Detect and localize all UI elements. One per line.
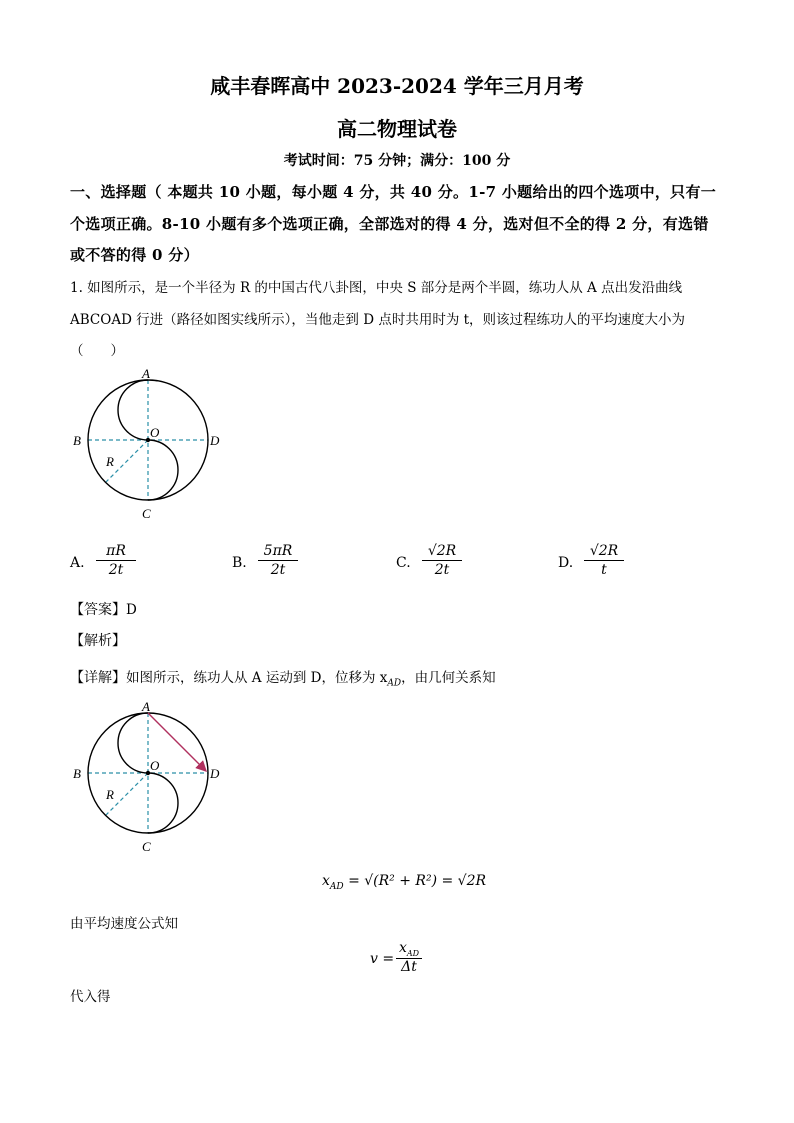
- label-b: B: [73, 433, 81, 448]
- detail-row: [70, 666, 496, 689]
- page-subtitle: 高二物理试卷: [337, 117, 457, 141]
- question-paren: （ ）: [70, 343, 124, 359]
- option-denominator: 2t: [270, 562, 286, 578]
- formula-v-numerator-subscript: AD: [406, 948, 420, 958]
- formula-v-lhs: v =: [370, 951, 395, 967]
- label-c: C: [142, 506, 151, 521]
- option-label: C.: [396, 555, 411, 571]
- option-denominator: 2t: [434, 562, 450, 578]
- bagua-figure-1: [68, 368, 238, 523]
- analysis-tag: 【解析】: [70, 633, 126, 649]
- formula-v-denominator: Δt: [401, 958, 417, 975]
- label-a: A: [142, 368, 150, 381]
- option-label: D.: [558, 555, 574, 571]
- substitute-line: 代入得: [70, 989, 111, 1005]
- answer-tag: 【答案】: [70, 602, 126, 618]
- formula-displacement: [322, 873, 486, 892]
- exam-info: 考试时间：75 分钟；满分：100 分: [283, 153, 511, 169]
- section-line-2: 个选项正确。8-10 小题有多个选项正确，全部选对的得 4 分，选对但不全的得 2 分，有选错: [70, 215, 709, 233]
- question-line-2: ABCOAD 行进（路径如图实线所示），当他走到 D 点时共用时为 t，则该过程练功人的平均速度大小为: [70, 312, 686, 328]
- option-denominator: t: [601, 562, 607, 578]
- detail-tail: ，由几何关系知: [401, 670, 496, 686]
- bagua-figure-2: [68, 701, 238, 856]
- label-a: A: [142, 701, 150, 714]
- option-numerator: √2R: [584, 543, 624, 561]
- label-b: B: [73, 766, 81, 781]
- question-line-1: 1. 如图所示，是一个半径为 R 的中国古代八卦图，中央 S 部分是两个半圆，练功人从 A 点出发沿曲线: [70, 280, 683, 296]
- answer-row: [70, 599, 137, 619]
- option-numerator: 5πR: [258, 543, 298, 561]
- formula-lhs-subscript: AD: [329, 881, 344, 892]
- formula-v-numerator: x: [398, 940, 407, 956]
- label-r: R: [106, 787, 114, 802]
- section-line-3: 或不答的得 0 分）: [70, 246, 199, 264]
- label-r: R: [106, 454, 114, 469]
- label-c: C: [142, 839, 151, 854]
- option-numerator: √2R: [422, 543, 462, 561]
- label-o: O: [150, 758, 160, 773]
- detail-subscript: AD: [387, 678, 402, 689]
- label-d: D: [210, 766, 220, 781]
- formula-rhs: = √(R² + R²) = √2R: [348, 873, 487, 889]
- detail-text: 如图所示，练功人从 A 运动到 D，位移为 x: [126, 670, 388, 686]
- label-o: O: [150, 425, 160, 440]
- formula-lhs: x: [322, 873, 330, 889]
- section-line-1: 一、选择题（ 本题共 10 小题，每小题 4 分，共 40 分。1-7 小题给出的四个选项中，只有一: [70, 183, 717, 201]
- detail-tag: 【详解】: [70, 670, 126, 686]
- option-denominator: 2t: [108, 562, 124, 578]
- option-label: A.: [70, 555, 85, 571]
- option-numerator: πR: [96, 543, 136, 561]
- velocity-formula-intro: 由平均速度公式知: [70, 916, 178, 932]
- label-d: D: [210, 433, 220, 448]
- answer-value: D: [126, 602, 137, 618]
- option-label: B.: [232, 555, 247, 571]
- page-title: 咸丰春晖高中 2023-2024 学年三月月考: [210, 74, 584, 98]
